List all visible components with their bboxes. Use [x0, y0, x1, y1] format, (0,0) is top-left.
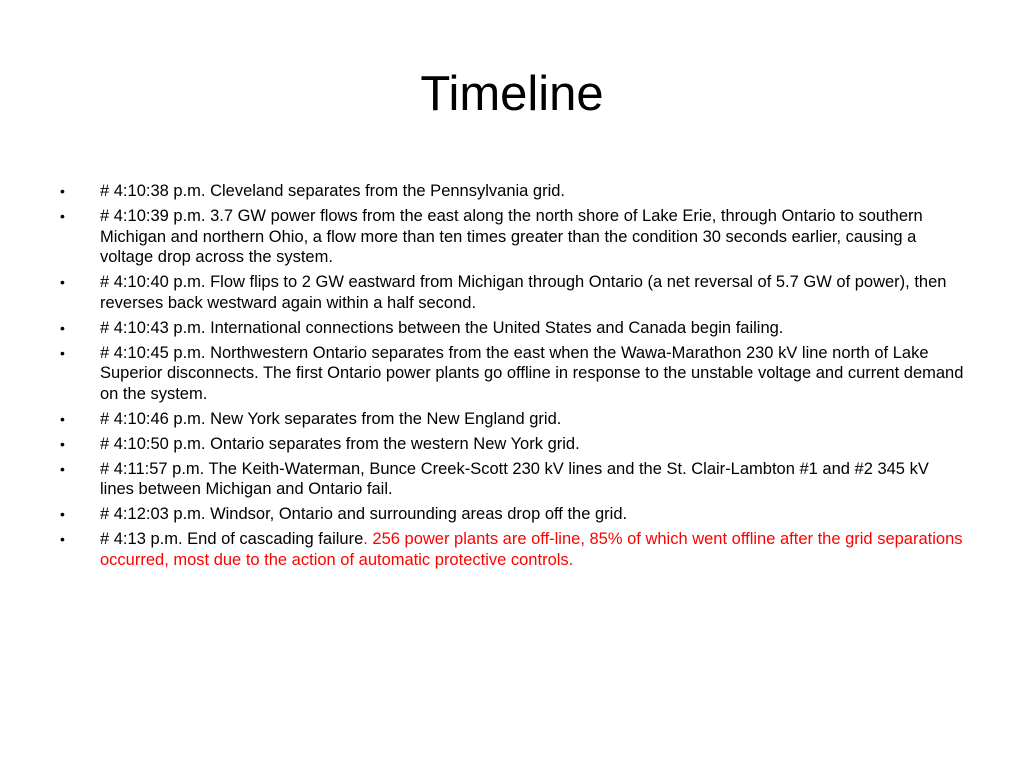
timeline-item [60, 206, 966, 268]
timeline-item-highlight: . 256 power plants are off-line, 85% of which went offline after the grid separations occurred, most due to the action of automatic protective controls. [100, 530, 963, 569]
bullet-icon: • [60, 531, 65, 547]
timeline-item [60, 343, 966, 405]
timeline-item [60, 529, 966, 570]
timeline-item-text: # 4:11:57 p.m. The Keith-Waterman, Bunce Creek-Scott 230 kV lines and the St. Clair-Lambton #1 and #2 345 kV lines between Michigan and Ontario fail. [100, 459, 929, 498]
timeline-item-text: # 4:10:50 p.m. Ontario separates from the western New York grid. [100, 434, 580, 453]
bullet-icon: • [60, 319, 65, 336]
timeline-item [60, 504, 966, 525]
timeline-item-text: # 4:10:46 p.m. New York separates from the New England grid. [100, 409, 562, 428]
timeline-item-text: # 4:13 p.m. End of cascading failure [100, 530, 364, 548]
bullet-icon: • [60, 183, 65, 199]
timeline-item [60, 434, 966, 455]
slide-title: Timeline [420, 67, 604, 121]
bullet-icon: • [60, 506, 65, 522]
bullet-icon: • [60, 435, 65, 452]
timeline-item-text: # 4:10:43 p.m. International connections between the United States and Canada begin failing. [100, 318, 784, 337]
bullet-icon: • [60, 208, 65, 224]
bullet-icon: • [60, 410, 65, 427]
timeline-item [60, 409, 966, 430]
timeline-item [60, 459, 966, 500]
timeline-item-text: # 4:12:03 p.m. Windsor, Ontario and surrounding areas drop off the grid. [100, 505, 628, 523]
timeline-item [60, 272, 966, 313]
timeline-item-text: # 4:10:40 p.m. Flow flips to 2 GW eastward from Michigan through Ontario (a net reversal of 5.7 GW of power), then reverses back westward again within a half second. [100, 273, 947, 312]
bullet-icon: • [60, 344, 65, 361]
bullet-icon: • [60, 460, 65, 477]
timeline-item-text: # 4:10:39 p.m. 3.7 GW power flows from the east along the north shore of Lake Erie, through Ontario to southern Michigan and northern Ohio, a flow more than ten times greater than the condition 30 seconds earlier, causing a voltage drop across the system. [100, 207, 923, 266]
timeline-item-text: # 4:10:38 p.m. Cleveland separates from the Pennsylvania grid. [100, 182, 566, 200]
timeline-item [60, 181, 966, 202]
timeline-list [60, 181, 966, 575]
bullet-icon: • [60, 274, 65, 290]
timeline-item-text: # 4:10:45 p.m. Northwestern Ontario separates from the east when the Wawa-Marathon 230 kV line north of Lake Superior disconnects. The first Ontario power plants go offline in response to the unstable voltage and current demand on the system. [100, 343, 964, 403]
timeline-item [60, 318, 966, 339]
